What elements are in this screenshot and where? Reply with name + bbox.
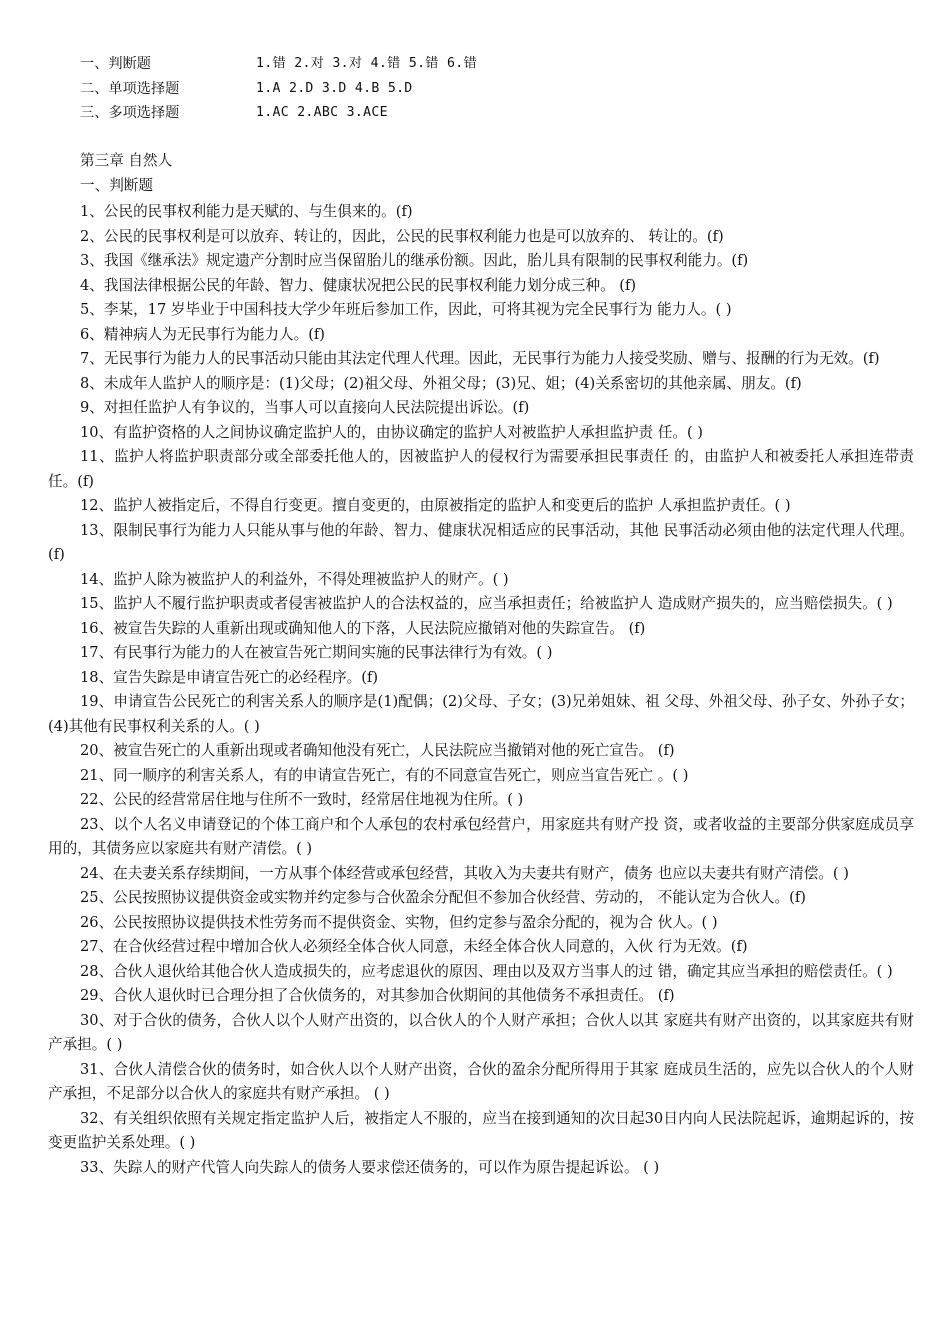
question-item: 3、我国《继承法》规定遗产分割时应当保留胎儿的继承份额。因此，胎儿具有限制的民事权利能力。(f) (80, 252, 749, 269)
question-item: 13、限制民事行为能力人只能从事与他的年龄、智力、健康状况相适应的民事活动，其他 民事活动必须由他的法定代理人代理。(f) (48, 521, 914, 563)
question-item: 18、宣告失踪是申请宣告死亡的必经程序。(f) (80, 668, 379, 686)
question-item: 8、未成年人监护人的顺序是：(1)父母；(2)祖父母、外祖父母；(3)兄、姐；(4)关系密切的其他亲属、朋友。(f) (80, 374, 802, 392)
question-item: 25、公民按照协议提供资金或实物并约定参与合伙盈余分配但不参加合伙经营、劳动的， 不能认定为合伙人。(f) (80, 889, 806, 906)
question-item: 1、公民的民事权利能力是天赋的、与生俱来的。(f) (80, 203, 413, 220)
question-item: 24、在夫妻关系存续期间，一方从事个体经营或承包经营，其收入为夫妻共有财产，债务 也应以夫妻共有财产清偿。( ) (80, 864, 849, 882)
question-item: 29、合伙人退伙时已合理分担了合伙债务的，对其参加合伙期间的其他债务不承担责任。 (f) (80, 987, 675, 1004)
question-item: 19、申请宣告公民死亡的利害关系人的顺序是(1)配偶；(2)父母、子女；(3)兄弟姐妹、祖 父母、外祖父母、孙子女、外孙子女；(4)其他有民事权利关系的人。( ) (48, 693, 914, 735)
question-item: 27、在合伙经营过程中增加合伙人必须经全体合伙人同意，未经全体合伙人同意的，入伙 行为无效。(f) (80, 938, 748, 955)
question-item: 32、有关组织依照有关规定指定监护人后，被指定人不服的，应当在接到通知的次日起30日内向人民法院起诉，逾期起诉的，按变更监护关系处理。( ) (48, 1109, 914, 1151)
answer-value: 1.AC 2.ABC 3.ACE (256, 105, 388, 120)
question-item: 31、合伙人清偿合伙的债务时，如合伙人以个人财产出资，合伙的盈余分配所得用于其家 庭成员生活的，应先以合伙人的个人财产承担，不足部分以合伙人的家庭共有财产承担。 ( ) (48, 1060, 914, 1102)
question-item: 21、同一顺序的利害关系人，有的申请宣告死亡，有的不同意宣告死亡，则应当宣告死亡 。( ) (80, 766, 689, 784)
answer-label: 三、多项选择题 (80, 105, 180, 121)
question-list (48, 200, 914, 1180)
chapter-title: 第三章 自然人 (80, 152, 173, 169)
question-item: 22、公民的经营常居住地与住所不一致时，经常居住地视为住所。( ) (80, 791, 524, 808)
section-title: 一、判断题 (80, 177, 153, 194)
question-item: 10、有监护资格的人之间协议确定监护人的，由协议确定的监护人对被监护人承担监护责 任。( ) (80, 423, 703, 441)
question-item: 26、公民按照协议提供技术性劳务而不提供资金、实物，但约定参与盈余分配的，视为合 伙人。( ) (80, 913, 718, 931)
question-item: 23、以个人名义申请登记的个体工商户和个人承包的农村承包经营户，用家庭共有财产投 资，或者收益的主要部分供家庭成员享用的，其债务应以家庭共有财产清偿。( ) (48, 815, 914, 857)
question-item: 16、被宣告失踪的人重新出现或确知他人的下落，人民法院应撤销对他的失踪宣告。 (f) (80, 619, 646, 637)
answer-row-multiple-choice (80, 101, 900, 126)
question-item: 6、精神病人为无民事行为能力人。(f) (80, 325, 325, 343)
question-item: 9、对担任监护人有争议的，当事人可以直接向人民法院提出诉讼。(f) (80, 399, 530, 416)
question-item: 33、失踪人的财产代管人向失踪人的债务人要求偿还债务的，可以作为原告提起诉讼。 ( ) (80, 1158, 660, 1176)
question-item: 2、公民的民事权利是可以放弃、转让的，因此，公民的民事权利能力也是可以放弃的、 转让的。(f) (80, 227, 724, 245)
question-item: 14、监护人除为被监护人的利益外，不得处理被监护人的财产。( ) (80, 570, 509, 588)
answer-label: 一、判断题 (80, 56, 151, 72)
question-item: 28、合伙人退伙给其他合伙人造成损失的，应考虑退伙的原因、理由以及双方当事人的过 错，确定其应当承担的赔偿责任。( ) (80, 962, 893, 980)
question-item: 7、无民事行为能力人的民事活动只能由其法定代理人代理。因此，无民事行为能力人接受奖励、赠与、报酬的行为无效。(f) (80, 350, 880, 367)
answer-row-true-false (80, 52, 900, 77)
answer-label: 二、单项选择题 (80, 80, 180, 97)
question-item: 12、监护人被指定后，不得自行变更。擅自变更的，由原被指定的监护人和变更后的监护 人承担监护责任。( ) (80, 497, 791, 514)
question-item: 15、监护人不履行监护职责或者侵害被监护人的合法权益的，应当承担责任；给被监护人 造成财产损失的，应当赔偿损失。( ) (80, 595, 893, 612)
answer-key (80, 52, 900, 126)
question-item: 30、对于合伙的债务，合伙人以个人财产出资的，以合伙人的个人财产承担；合伙人以其 家庭共有财产出资的，以其家庭共有财产承担。( ) (48, 1011, 914, 1053)
answer-row-single-choice (80, 77, 900, 102)
answer-value: 1.A 2.D 3.D 4.B 5.D (256, 80, 413, 96)
question-item: 5、李某，17 岁毕业于中国科技大学少年班后参加工作，因此，可将其视为完全民事行为 能力人。( ) (80, 301, 732, 318)
question-item: 17、有民事行为能力的人在被宣告死亡期间实施的民事法律行为有效。( ) (80, 644, 553, 661)
question-item: 11、监护人将监护职责部分或全部委托他人的，因被监护人的侵权行为需要承担民事责任 的，由监护人和被委托人承担连带责任。(f) (48, 448, 914, 490)
question-item: 20、被宣告死亡的人重新出现或者确知他没有死亡，人民法院应当撤销对他的死亡宣告。 (f) (80, 742, 675, 759)
answer-value: 1.错 2.对 3.对 4.错 5.错 6.错 (256, 56, 477, 71)
question-item: 4、我国法律根据公民的年龄、智力、健康状况把公民的民事权利能力划分成三种。 (f) (80, 276, 637, 294)
